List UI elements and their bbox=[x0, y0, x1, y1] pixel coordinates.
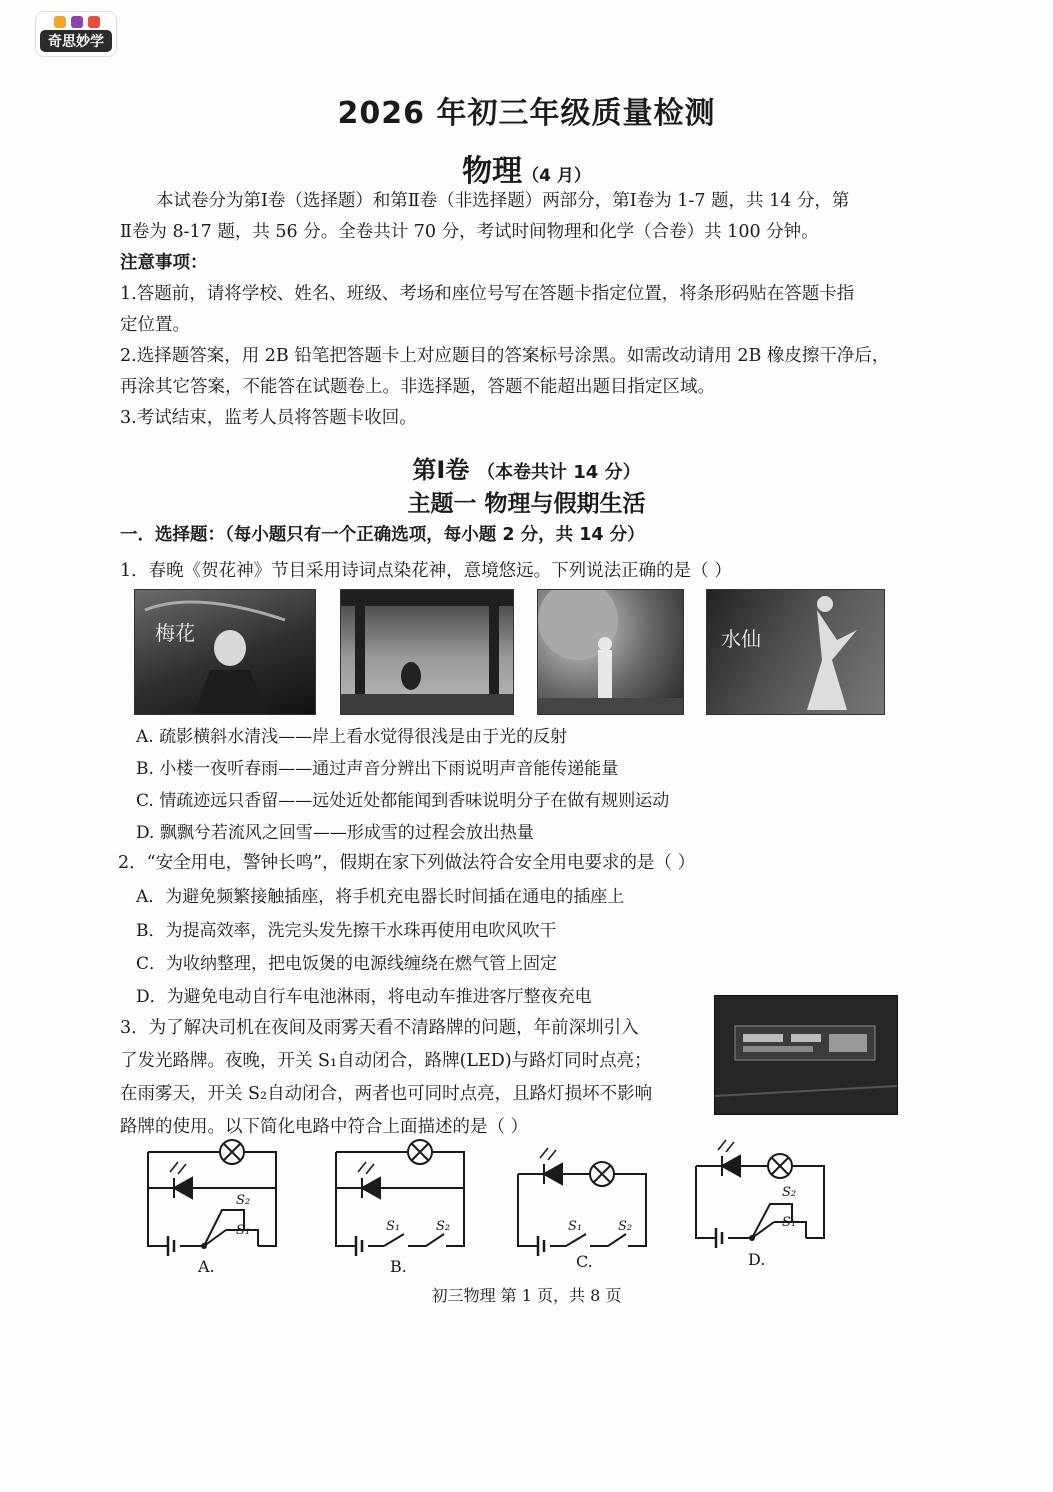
q3-photo-signboard bbox=[714, 995, 898, 1115]
page-title: 2026 年初三年级质量检测 bbox=[337, 96, 716, 131]
q3-line: 3．为了解决司机在夜间及雨雾天看不清路牌的问题，年前深圳引入 bbox=[120, 1018, 639, 1038]
circuit-d bbox=[688, 1138, 838, 1258]
logo-dot bbox=[54, 16, 66, 28]
q1-option-a: A. 疏影横斜水清浅——岸上看水觉得很浅是由于光的反射 bbox=[136, 727, 568, 747]
q1-photo-3 bbox=[537, 589, 684, 715]
q3-stem bbox=[120, 1012, 710, 1144]
q2-option-c: C．为收纳整理，把电饭煲的电源线缠绕在燃气管上固定 bbox=[136, 954, 558, 974]
signboard-graphic bbox=[715, 996, 897, 1114]
q2-option-d: D．为避免电动自行车电池淋雨，将电动车推进客厅整夜充电 bbox=[136, 987, 592, 1007]
notice-item: 3.考试结束，监考人员将答题卡收回。 bbox=[120, 408, 417, 428]
circuit-node bbox=[201, 1243, 207, 1249]
q2-option-b: B．为提高效率，洗完头发先擦干水珠再使用电吹风吹干 bbox=[136, 921, 557, 941]
subject-month: （4 月） bbox=[522, 166, 591, 186]
switch-label-s2: S₂ bbox=[436, 1219, 451, 1234]
switch-label-s1: S₁ bbox=[386, 1219, 401, 1234]
circuit-node bbox=[749, 1235, 755, 1241]
theme-heading: 主题一 物理与假期生活 bbox=[407, 491, 646, 517]
volume-heading bbox=[0, 450, 1053, 485]
q1-option-c: C. 情疏迹远只香留——远处近处都能闻到香味说明分子在做有规则运动 bbox=[136, 791, 670, 811]
logo-dots bbox=[54, 16, 100, 28]
subject-name: 物理 bbox=[462, 154, 523, 189]
photo-caption: 梅花 bbox=[155, 621, 195, 645]
intro-paragraph bbox=[120, 186, 935, 434]
circuit-label-a: A. bbox=[198, 1257, 215, 1276]
notice-item: 定位置。 bbox=[120, 315, 190, 335]
circuit-label-d: D. bbox=[748, 1250, 766, 1269]
photo-figure bbox=[135, 590, 315, 714]
q1-photo-1 bbox=[134, 589, 316, 715]
q3-line: 在雨雾天，开关 S₂自动闭合，两者也可同时点亮，且路灯损坏不影响 bbox=[120, 1084, 653, 1104]
photo-pavilion bbox=[341, 590, 513, 714]
switch-label-s1: S₁ bbox=[568, 1219, 583, 1234]
notice-item: 1.答题前，请将学校、姓名、班级、考场和座位号写在答题卡指定位置，将条形码贴在答题卡指 bbox=[120, 284, 855, 304]
brand-logo bbox=[36, 12, 116, 56]
photo-caption: 水仙 bbox=[721, 627, 761, 651]
switch-label-s2: S₂ bbox=[236, 1193, 251, 1208]
volume-title: 第Ⅰ卷 bbox=[412, 456, 470, 484]
intro-line: 本试卷分为第Ⅰ卷（选择题）和第Ⅱ卷（非选择题）两部分，第Ⅰ卷为 1-7 题，共 14 分，第 bbox=[156, 191, 850, 211]
circuit-c bbox=[510, 1138, 660, 1258]
q2-option-a: A．为避免频繁接触插座，将手机充电器长时间插在通电的插座上 bbox=[136, 887, 625, 907]
notice-item: 2.选择题答案，用 2B 铅笔把答题卡上对应题目的答案标号涂黑。如需改动请用 2B 橡皮擦干净后， bbox=[120, 346, 890, 366]
circuit-a bbox=[140, 1138, 290, 1258]
q3-line: 了发光路牌。夜晚，开关 S₁自动闭合，路牌(LED)与路灯同时点亮； bbox=[120, 1051, 652, 1071]
switch-label-s2: S₂ bbox=[618, 1219, 633, 1234]
q1-photo-4 bbox=[706, 589, 885, 715]
photo-dancer bbox=[707, 590, 884, 714]
q1-photo-2 bbox=[340, 589, 514, 715]
intro-line: Ⅱ卷为 8-17 题，共 56 分。全卷共计 70 分，考试时间物理和化学（合卷）共 100 分钟。 bbox=[120, 222, 819, 242]
circuit-b bbox=[328, 1138, 478, 1258]
q1-option-b: B. 小楼一夜听春雨——通过声音分辨出下雨说明声音能传递能量 bbox=[136, 759, 619, 779]
notice-item: 再涂其它答案，不能答在试题卷上。非选择题，答题不能超出题目指定区域。 bbox=[120, 377, 715, 397]
photo-moon bbox=[538, 590, 683, 714]
subject-title bbox=[0, 146, 1053, 190]
logo-dot bbox=[88, 16, 100, 28]
q1-option-d: D. 飘飘兮若流风之回雪——形成雪的过程会放出热量 bbox=[136, 823, 534, 843]
switch-label-s1: S₁ bbox=[782, 1215, 797, 1230]
volume-note: （本卷共计 14 分） bbox=[476, 462, 641, 483]
notice-heading: 注意事项： bbox=[120, 253, 208, 273]
logo-dot bbox=[71, 16, 83, 28]
q3-line: 路牌的使用。以下简化电路中符合上面描述的是（ ） bbox=[120, 1117, 529, 1137]
q1-stem: 1．春晚《贺花神》节目采用诗词点染花神，意境悠远。下列说法正确的是（ ） bbox=[120, 561, 732, 581]
circuit-label-c: C. bbox=[576, 1252, 593, 1271]
switch-label-s1: S₁ bbox=[236, 1223, 251, 1238]
switch-label-s2: S₂ bbox=[782, 1185, 797, 1200]
circuit-label-b: B. bbox=[390, 1257, 407, 1276]
q2-stem: 2．“安全用电，警钟长鸣”，假期在家下列做法符合安全用电要求的是（ ） bbox=[118, 853, 696, 873]
part-heading: 一．选择题：（每小题只有一个正确选项，每小题 2 分，共 14 分） bbox=[120, 525, 645, 545]
logo-text: 奇思妙学 bbox=[40, 30, 112, 52]
page-footer: 初三物理 第 1 页，共 8 页 bbox=[431, 1286, 622, 1305]
